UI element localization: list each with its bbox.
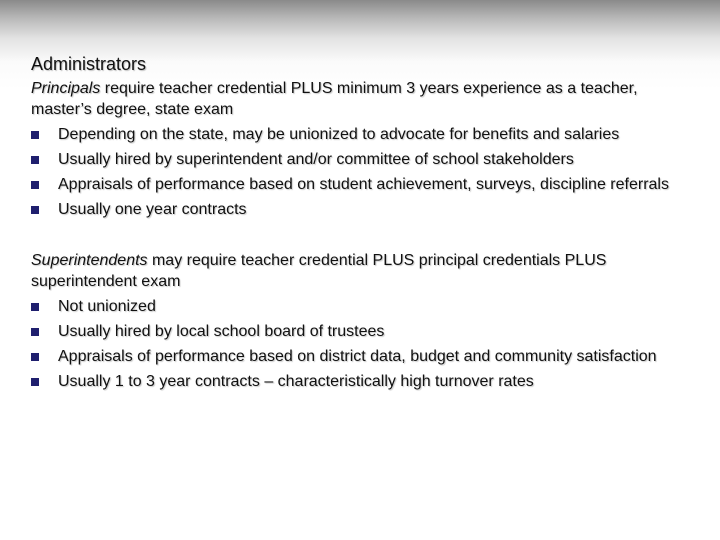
list-item: [31, 296, 696, 317]
slide-heading: Administrators: [31, 54, 147, 74]
list-item: [31, 321, 696, 342]
principals-intro: [31, 78, 696, 120]
square-bullet-icon: [31, 206, 39, 214]
list-item: [31, 124, 696, 145]
list-item: [31, 346, 696, 367]
list-item: [31, 371, 696, 392]
principals-rest: require teacher credential PLUS minimum 3 years experience as a teacher, master’s degree, state exam: [31, 80, 638, 118]
list-item: [31, 174, 696, 195]
square-bullet-icon: [31, 378, 39, 386]
superintendents-lead: Superintendents: [31, 252, 148, 269]
superintendents-rest: may require teacher credential PLUS principal credentials PLUS superintendent exam: [31, 252, 607, 290]
square-bullet-icon: [31, 131, 39, 139]
principals-bullet-list: [31, 124, 696, 220]
bullet-text: Appraisals of performance based on district data, budget and community satisfaction: [58, 348, 657, 365]
list-item: [31, 149, 696, 170]
bullet-text: Usually hired by local school board of trustees: [58, 323, 385, 340]
square-bullet-icon: [31, 328, 39, 336]
square-bullet-icon: [31, 353, 39, 361]
superintendents-intro: [31, 250, 696, 292]
section-spacer: [31, 220, 696, 250]
list-item: [31, 199, 696, 220]
bullet-text: Depending on the state, may be unionized to advocate for benefits and salaries: [58, 126, 620, 143]
bullet-text: Appraisals of performance based on student achievement, surveys, discipline referrals: [58, 176, 669, 193]
principals-lead: Principals: [31, 80, 101, 97]
square-bullet-icon: [31, 156, 39, 164]
square-bullet-icon: [31, 181, 39, 189]
bullet-text: Usually hired by superintendent and/or committee of school stakeholders: [58, 151, 574, 168]
square-bullet-icon: [31, 303, 39, 311]
slide-content: [31, 52, 696, 392]
bullet-text: Not unionized: [58, 298, 156, 315]
bullet-text: Usually one year contracts: [58, 201, 247, 218]
superintendents-bullet-list: [31, 296, 696, 392]
bullet-text: Usually 1 to 3 year contracts – characteristically high turnover rates: [58, 373, 534, 390]
